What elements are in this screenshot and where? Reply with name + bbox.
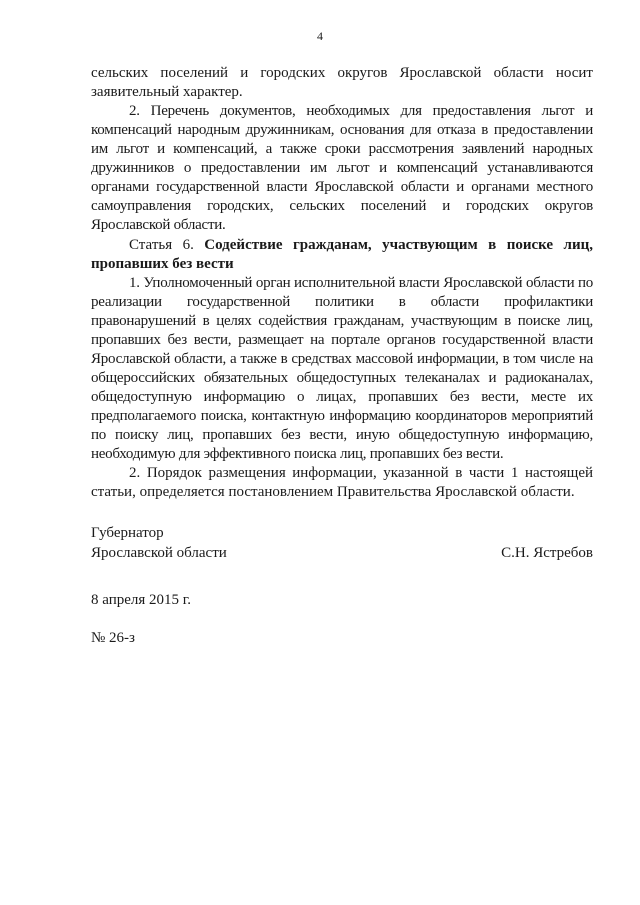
law-number: № 26-з: [91, 630, 135, 646]
signature-row: [91, 543, 593, 563]
document-date: 8 апреля 2015 г.: [91, 592, 191, 608]
signatory-title-line-2: Ярославской области: [91, 545, 227, 561]
signatory-name: С.Н. Ястребов: [501, 545, 593, 561]
article-6-paragraph-2: 2. Порядок размещения информации, указанной в части 1 настоящей статьи, определяется постановлением Правительства Ярославской области.: [91, 465, 593, 500]
article-6-heading: [91, 236, 593, 274]
paragraph-2: 2. Перечень документов, необходимых для предоставления льгот и компенсаций народным дружинникам, основания для отказа в предоставлении им льгот и компенсаций, а также сроки рассмотрения заявлений народных дружинников о предоставлении им льгот и компенсаций устанавливаются органами государственной власти Ярославской области и органами местного самоуправления городских, сельских поселений и городских округов Ярославской области.: [91, 103, 593, 233]
article-6-title: Содействие гражданам, участвующим в поиске лиц, пропавших без вести: [91, 237, 593, 272]
article-6-paragraph-1: 1. Уполномоченный орган исполнительной власти Ярославской области по реализации государственной политики в области профилактики правонарушений в целях содействия гражданам, участвующим в поиске лиц, пропавших без вести, размещает на портале органов государственной власти Ярославской области, а также в средствах массовой информации, в том числе на общероссийских обязательных общедоступных телеканалах и радиоканалах, общедоступную информацию о лицах, пропавших без вести, месте их предполагаемого поиска, контактную информацию координаторов мероприятий по поиску лиц, пропавших без вести, иную общедоступную информацию, необходимую для эффективного поиска лиц, пропавших без вести.: [91, 275, 593, 462]
article-6: [91, 236, 593, 502]
page-number: 4: [317, 29, 323, 43]
continuation-paragraph: сельских поселений и городских округов Ярославской области носит заявительный характер.: [91, 65, 593, 100]
article-6-prefix: Статья 6.: [129, 237, 205, 253]
signatory-title-line-1: Губернатор: [91, 525, 164, 541]
signature-block: [91, 523, 593, 563]
document-body-top: [91, 64, 593, 235]
